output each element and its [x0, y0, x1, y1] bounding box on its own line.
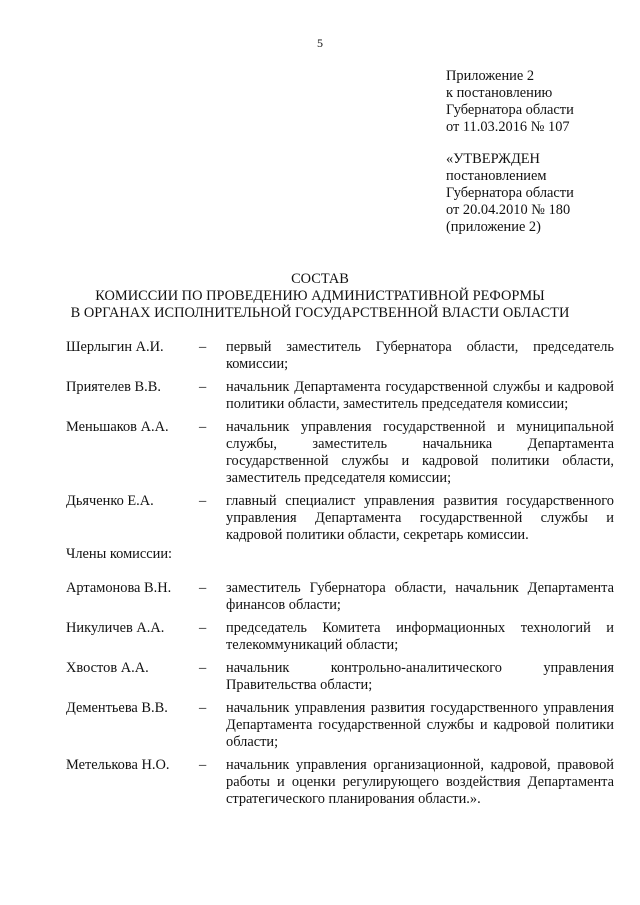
member-row: [66, 419, 614, 487]
dash-separator: –: [199, 580, 207, 596]
member-row: [66, 580, 614, 614]
dash-separator: –: [199, 379, 207, 395]
appendix-line: от 11.03.2016 № 107: [446, 119, 570, 135]
member-role: начальник контрольно-аналитического управления Правительства области;: [226, 660, 614, 693]
member-role: начальник Департамента государственной службы и кадровой политики области, заместитель председателя комиссии;: [226, 379, 614, 412]
member-row: [66, 700, 614, 751]
approval-line: «УТВЕРЖДЕН: [446, 151, 540, 167]
approval-line: (приложение 2): [446, 219, 541, 235]
member-row: [66, 379, 614, 413]
member-role: заместитель Губернатора области, начальник Департамента финансов области;: [226, 580, 614, 613]
title-line: В ОРГАНАХ ИСПОЛНИТЕЛЬНОЙ ГОСУДАРСТВЕННОЙ ВЛАСТИ ОБЛАСТИ: [70, 305, 570, 321]
member-name: Дементьева В.В.: [66, 700, 168, 716]
dash-separator: –: [199, 660, 207, 676]
title-line: СОСТАВ: [291, 271, 349, 287]
member-role: первый заместитель Губернатора области, председатель комиссии;: [226, 339, 614, 372]
member-role: начальник управления развития государственного управления Департамента государственной службы и кадровой политики области;: [226, 700, 614, 750]
page-number: 5: [317, 36, 323, 50]
member-name: Артамонова В.Н.: [66, 580, 172, 596]
member-row: [66, 493, 614, 544]
appendix-line: Губернатора области: [446, 102, 574, 118]
member-name: Приятелев В.В.: [66, 379, 161, 395]
dash-separator: –: [199, 339, 207, 355]
approval-line: Губернатора области: [446, 185, 574, 201]
approval-line: постановлением: [446, 168, 547, 184]
approval-stamp-text: [446, 151, 574, 236]
dash-separator: –: [199, 700, 207, 716]
appendix-line: к постановлению: [446, 85, 553, 101]
document-title: [0, 271, 640, 322]
member-role: главный специалист управления развития государственного управления Департамента государственной службы и кадровой политики области, секретарь комиссии.: [226, 493, 614, 543]
commission-members-list: [66, 580, 614, 808]
appendix-reference: [446, 68, 574, 136]
member-name: Дьяченко Е.А.: [66, 493, 154, 509]
member-name: Хвостов А.А.: [66, 660, 149, 676]
approval-line: от 20.04.2010 № 180: [446, 202, 571, 218]
member-name: Шерлыгин А.И.: [66, 339, 164, 355]
member-role: начальник управления государственной и муниципальной службы, заместитель начальника Департамента государственной службы и кадровой политики области, заместитель председателя комиссии;: [226, 419, 614, 486]
member-name: Никуличев А.А.: [66, 620, 165, 636]
title-line: КОМИССИИ ПО ПРОВЕДЕНИЮ АДМИНИСТРАТИВНОЙ РЕФОРМЫ: [95, 288, 545, 304]
member-name: Меньшаков А.А.: [66, 419, 169, 435]
leadership-list: [66, 339, 614, 544]
member-role: председатель Комитета информационных технологий и телекоммуникаций области;: [226, 620, 614, 653]
member-row: [66, 620, 614, 654]
dash-separator: –: [199, 493, 207, 509]
dash-separator: –: [199, 620, 207, 636]
dash-separator: –: [199, 757, 207, 773]
members-section-label: Члены комиссии:: [66, 546, 173, 562]
member-row: [66, 757, 614, 808]
member-row: [66, 339, 614, 373]
member-role: начальник управления организационной, кадровой, правовой работы и оценки регулирующего воздействия Департамента стратегического планирования области.».: [226, 757, 614, 807]
member-name: Метелькова Н.О.: [66, 757, 170, 773]
member-row: [66, 660, 614, 694]
appendix-line: Приложение 2: [446, 68, 535, 84]
dash-separator: –: [199, 419, 207, 435]
